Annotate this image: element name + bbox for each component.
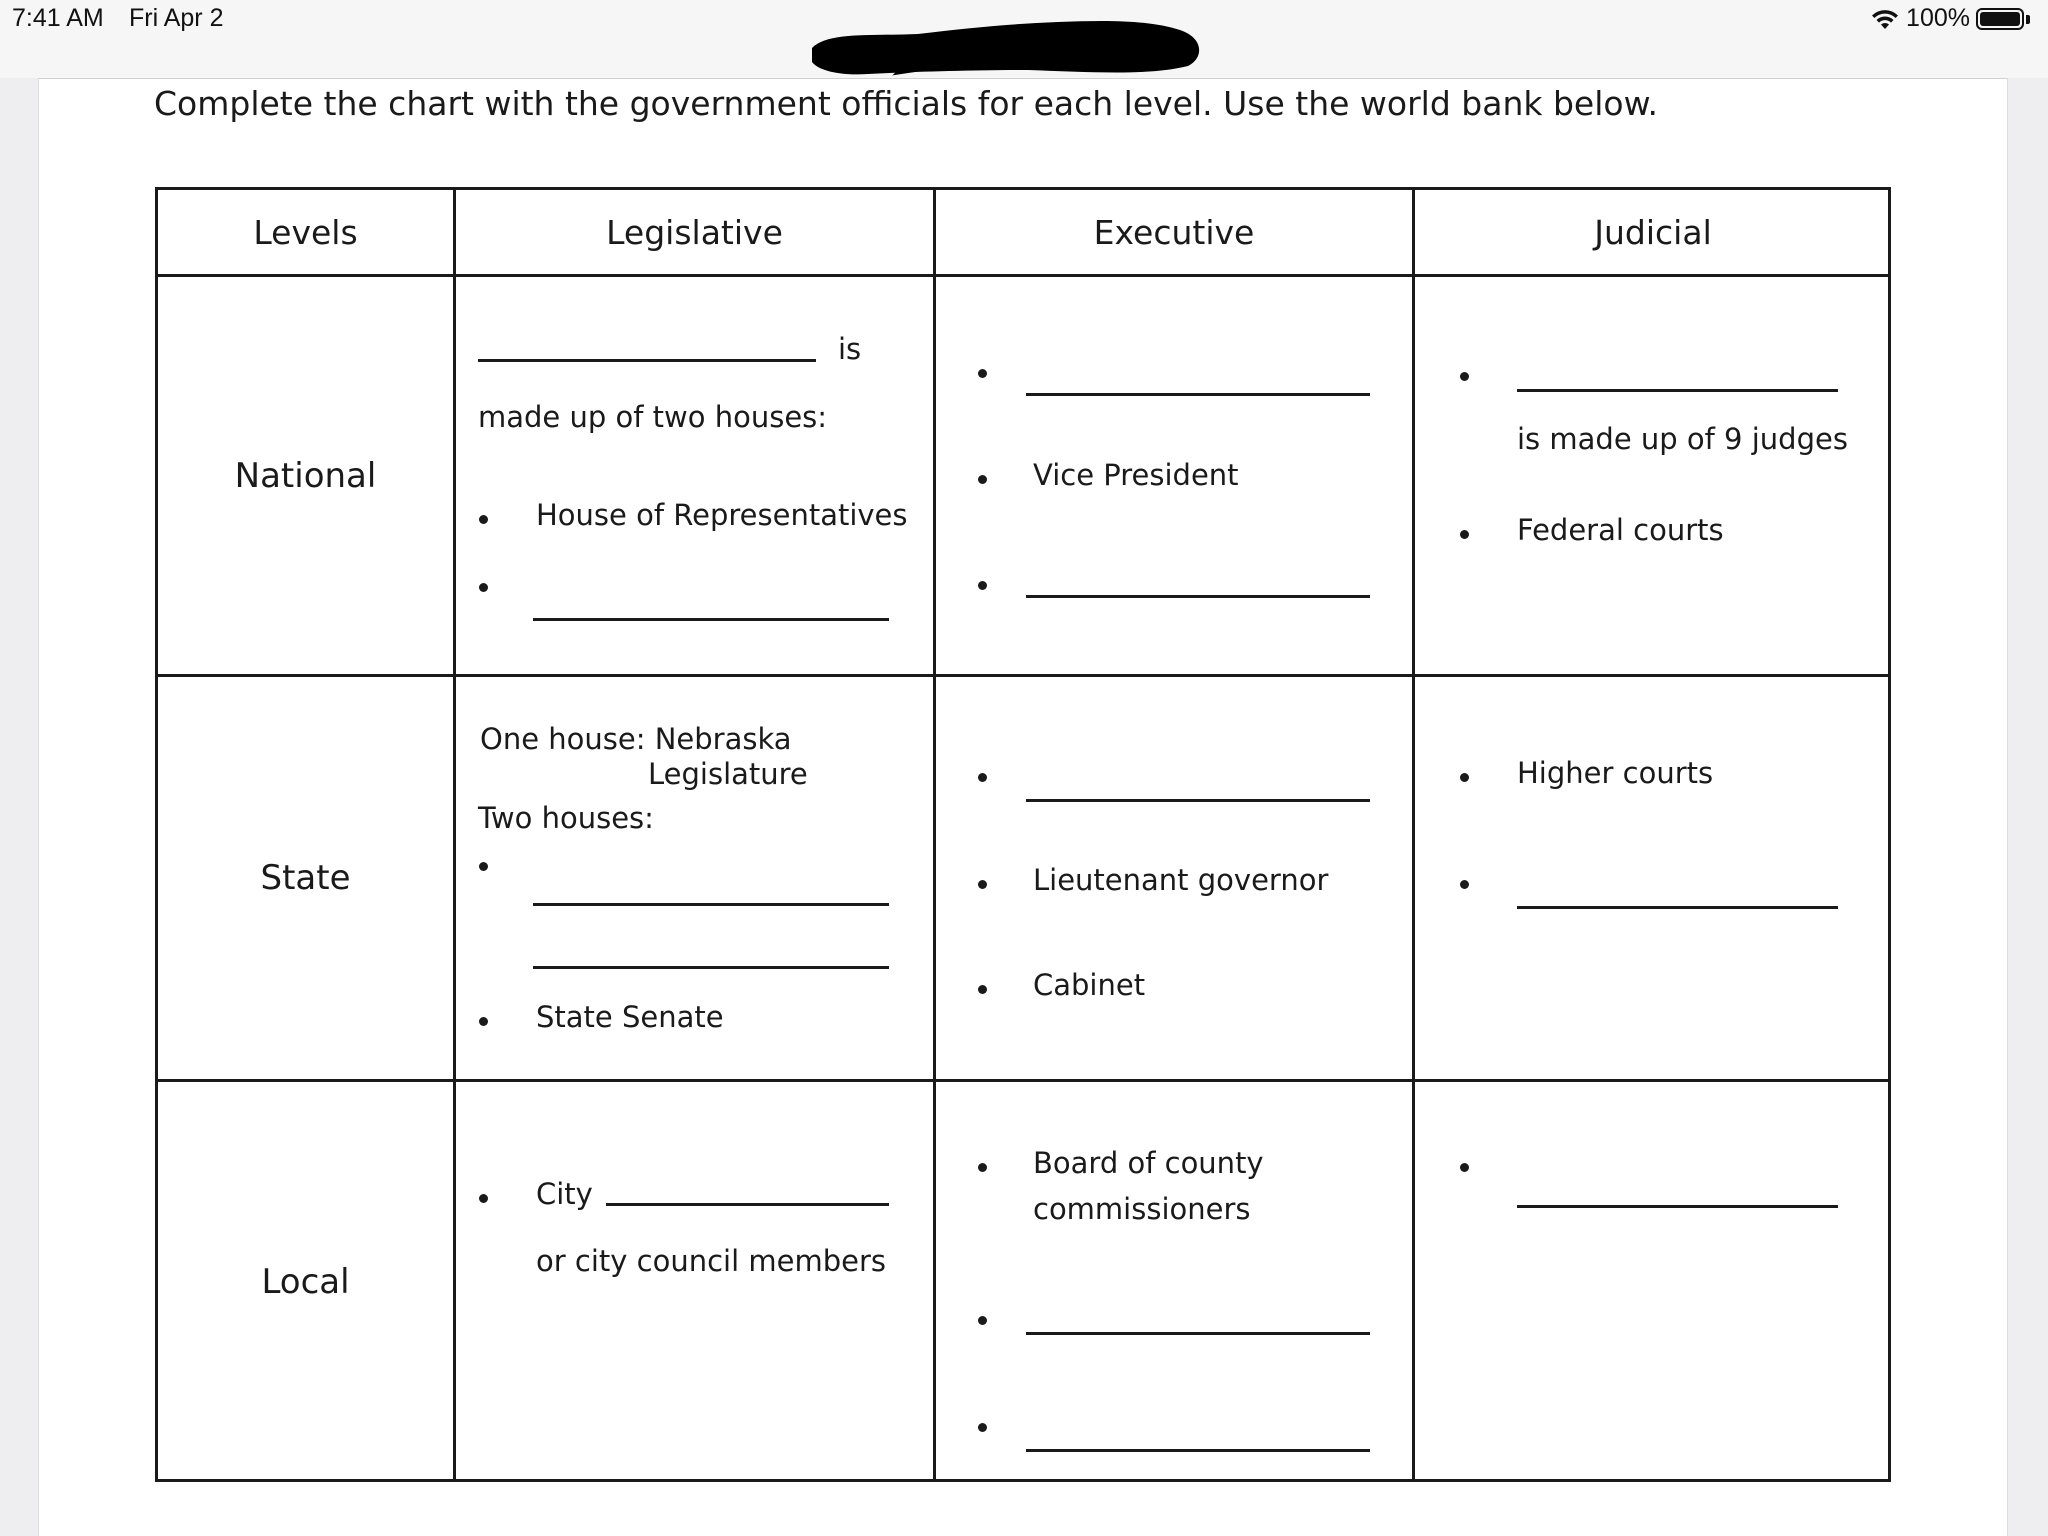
grid-line <box>933 190 936 1479</box>
local-board-line1: Board of county <box>1033 1146 1264 1180</box>
bullet <box>479 583 488 592</box>
state-lt-governor: Lieutenant governor <box>1033 863 1329 897</box>
bullet <box>978 1163 987 1172</box>
grid-line <box>1412 190 1415 1479</box>
national-federal-courts: Federal courts <box>1517 513 1724 547</box>
status-time: 7:41 AM <box>12 4 104 32</box>
answer-blank[interactable] <box>1517 1205 1838 1208</box>
state-cabinet: Cabinet <box>1033 968 1146 1002</box>
level-local: Local <box>261 1262 350 1302</box>
government-chart <box>155 187 1891 1482</box>
bullet <box>1460 1163 1469 1172</box>
answer-blank[interactable] <box>533 903 889 906</box>
redaction-mark <box>808 14 1208 78</box>
bullet <box>1460 372 1469 381</box>
worksheet-instructions: Complete the chart with the government officials for each level. Use the world bank below. <box>154 84 1659 123</box>
bullet <box>1460 880 1469 889</box>
status-indicators <box>1870 4 2034 33</box>
answer-blank[interactable] <box>1026 595 1370 598</box>
state-one-house: One house: Nebraska <box>480 722 792 756</box>
grid-line <box>453 190 456 1479</box>
bullet <box>479 515 488 524</box>
page-margin-right <box>2007 78 2048 1536</box>
local-council: or city council members <box>536 1244 886 1278</box>
answer-blank[interactable] <box>533 618 889 621</box>
state-two-houses: Two houses: <box>478 801 654 835</box>
bullet <box>978 475 987 484</box>
header-executive: Executive <box>1093 212 1255 252</box>
answer-blank[interactable] <box>606 1203 889 1206</box>
bullet <box>479 1017 488 1026</box>
bullet <box>978 773 987 782</box>
national-legislative-is: is <box>838 332 862 366</box>
state-higher-courts: Higher courts <box>1517 756 1714 790</box>
answer-blank[interactable] <box>1026 1332 1370 1335</box>
national-house: House of Representatives <box>536 498 908 532</box>
answer-blank[interactable] <box>1026 799 1370 802</box>
page-margin-left <box>0 78 39 1536</box>
bullet <box>978 1316 987 1325</box>
bullet <box>978 880 987 889</box>
bullet <box>978 985 987 994</box>
header-judicial: Judicial <box>1594 212 1712 252</box>
national-nine-judges: is made up of 9 judges <box>1517 422 1848 456</box>
status-date: Fri Apr 2 <box>129 4 224 32</box>
answer-blank[interactable] <box>1026 1449 1370 1452</box>
local-board-line2: commissioners <box>1033 1192 1251 1226</box>
answer-blank[interactable] <box>533 966 889 969</box>
header-levels: Levels <box>253 212 358 252</box>
national-vice-president: Vice President <box>1033 458 1239 492</box>
wifi-icon <box>1870 7 1900 31</box>
bullet <box>978 369 987 378</box>
header-legislative: Legislative <box>606 212 783 252</box>
battery-icon <box>1976 6 2034 32</box>
battery-percent: 100% <box>1906 4 1970 32</box>
local-city: City <box>536 1177 593 1211</box>
bullet <box>1460 773 1469 782</box>
bullet <box>978 1423 987 1432</box>
bullet <box>1460 530 1469 539</box>
answer-blank[interactable] <box>1026 393 1370 396</box>
state-one-house-cont: Legislature <box>648 757 808 791</box>
national-legislative-text: made up of two houses: <box>478 400 828 434</box>
answer-blank[interactable] <box>478 359 816 362</box>
answer-blank[interactable] <box>1517 906 1838 909</box>
bullet <box>479 862 488 871</box>
answer-blank[interactable] <box>1517 389 1838 392</box>
bullet <box>978 581 987 590</box>
bullet <box>479 1194 488 1203</box>
level-state: State <box>260 858 351 898</box>
level-national: National <box>234 455 377 496</box>
state-senate: State Senate <box>536 1000 724 1034</box>
